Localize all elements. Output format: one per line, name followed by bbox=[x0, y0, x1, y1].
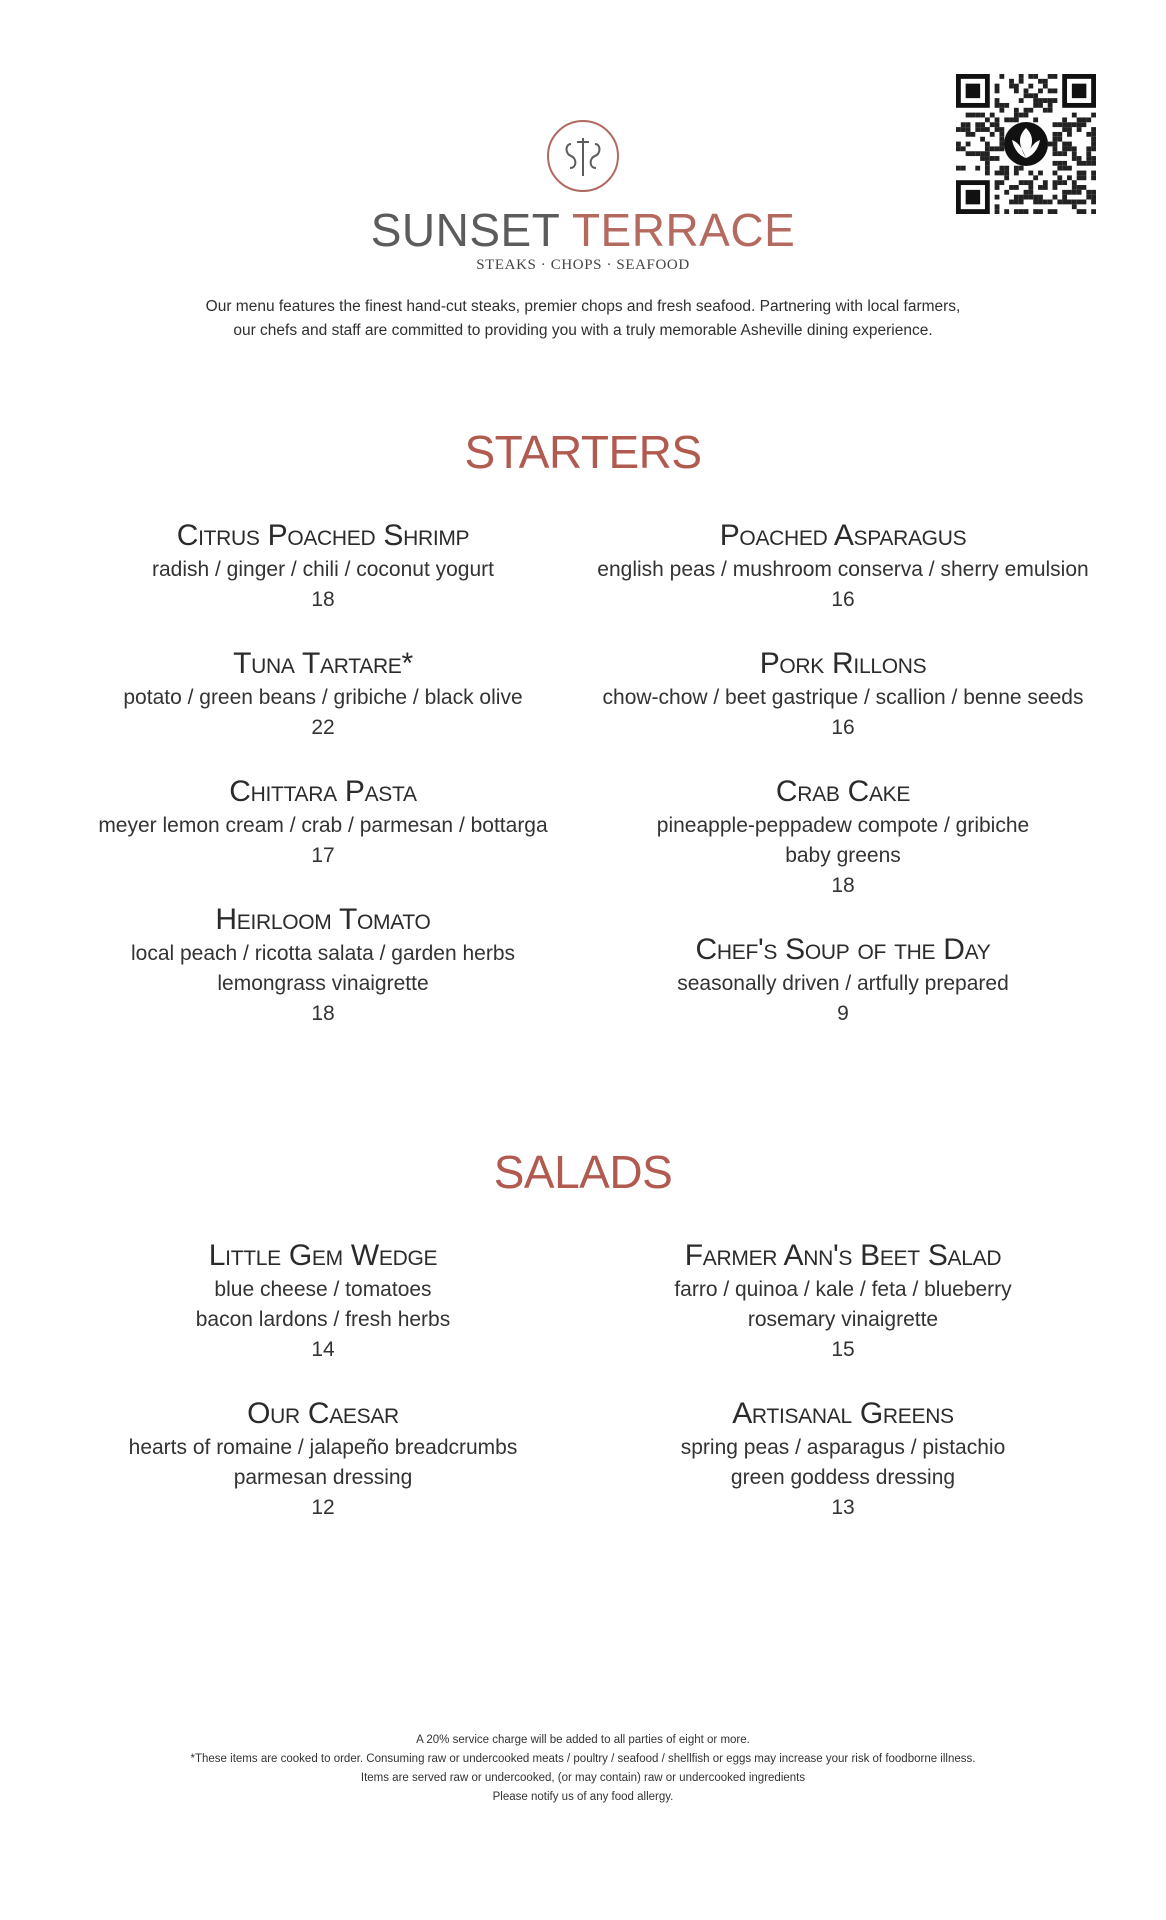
menu-item-name: Little Gem Wedge bbox=[208, 1239, 438, 1272]
section-title-starters: STARTERS bbox=[464, 426, 702, 478]
footer-notes bbox=[0, 1731, 1166, 1807]
brand-word-sunset: SUNSET bbox=[370, 204, 560, 256]
tagline: STEAKS · CHOPS · SEAFOOD bbox=[476, 257, 690, 273]
menu-item bbox=[563, 1395, 1123, 1523]
menu-item-description: pineapple-peppadew compote / gribiche bbox=[656, 814, 1030, 837]
menu-item-price: 9 bbox=[837, 1002, 849, 1025]
menu-item-description: english peas / mushroom conserva / sherry emulsion bbox=[597, 558, 1089, 581]
menu-item bbox=[563, 1237, 1123, 1365]
menu-item bbox=[43, 645, 603, 743]
monogram-icon bbox=[557, 130, 609, 182]
menu-item-name: Citrus Poached Shrimp bbox=[176, 519, 470, 552]
menu-item-price: 16 bbox=[831, 588, 855, 611]
menu-item-name: Farmer Ann's Beet Salad bbox=[684, 1239, 1002, 1272]
section-title-salads: SALADS bbox=[493, 1146, 673, 1198]
footer-line: A 20% service charge will be added to all parties of eight or more. bbox=[416, 1734, 750, 1746]
footer-line: *These items are cooked to order. Consuming raw or undercooked meats / poultry / seafood / shellfish or eggs may increase your risk of foodborne illness. bbox=[190, 1753, 976, 1765]
starters-left-column bbox=[43, 517, 603, 1059]
logo-monogram bbox=[547, 120, 619, 192]
menu-item-name: Artisanal Greens bbox=[732, 1397, 954, 1430]
menu-item-price: 16 bbox=[831, 716, 855, 739]
menu-item-description: lemongrass vinaigrette bbox=[217, 972, 429, 995]
menu-item-price: 18 bbox=[831, 874, 855, 897]
intro-line: our chefs and staff are committed to providing you with a truly memorable Asheville dining experience. bbox=[233, 322, 933, 339]
salads-right-column bbox=[563, 1237, 1123, 1553]
menu-item-name: Our Caesar bbox=[247, 1397, 399, 1430]
menu-item-price: 22 bbox=[311, 716, 335, 739]
brand-name bbox=[0, 202, 1166, 258]
intro-text bbox=[150, 295, 1016, 343]
intro-line: Our menu features the finest hand-cut steaks, premier chops and fresh seafood. Partnering with local farmers, bbox=[205, 298, 961, 315]
footer-line: Items are served raw or undercooked, (or may contain) raw or undercooked ingredients bbox=[360, 1772, 806, 1784]
menu-item-description: meyer lemon cream / crab / parmesan / bottarga bbox=[98, 814, 548, 837]
qr-code[interactable] bbox=[956, 74, 1096, 214]
footer-line: Please notify us of any food allergy. bbox=[492, 1791, 674, 1803]
menu-item bbox=[43, 517, 603, 615]
menu-item bbox=[43, 773, 603, 871]
menu-item bbox=[563, 773, 1123, 901]
menu-item-description: chow-chow / beet gastrique / scallion / benne seeds bbox=[602, 686, 1084, 709]
salads-left-column bbox=[43, 1237, 603, 1553]
brand-word-terrace: TERRACE bbox=[571, 204, 796, 256]
menu-item bbox=[43, 901, 603, 1029]
menu-item-description: farro / quinoa / kale / feta / blueberry bbox=[674, 1278, 1012, 1301]
menu-item-name: Tuna Tartare* bbox=[233, 647, 413, 680]
qr-code-icon bbox=[956, 74, 1096, 214]
menu-item-price: 12 bbox=[311, 1496, 335, 1519]
menu-item-price: 17 bbox=[311, 844, 335, 867]
menu-item-price: 18 bbox=[311, 588, 335, 611]
menu-item-description: potato / green beans / gribiche / black olive bbox=[123, 686, 523, 709]
menu-item bbox=[563, 645, 1123, 743]
menu-item bbox=[43, 1395, 603, 1523]
menu-item-description: hearts of romaine / jalapeño breadcrumbs bbox=[128, 1436, 518, 1459]
menu-item-description: local peach / ricotta salata / garden herbs bbox=[130, 942, 516, 965]
menu-item-description: green goddess dressing bbox=[730, 1466, 956, 1489]
menu-item-price: 13 bbox=[831, 1496, 855, 1519]
menu-item-price: 14 bbox=[311, 1338, 335, 1361]
menu-item-name: Crab Cake bbox=[775, 775, 911, 808]
menu-item-name: Heirloom Tomato bbox=[215, 903, 431, 936]
menu-item-name: Poached Asparagus bbox=[719, 519, 967, 552]
menu-item bbox=[563, 931, 1123, 1029]
menu-item-name: Chef's Soup of the Day bbox=[695, 933, 991, 966]
menu-item-description: seasonally driven / artfully prepared bbox=[677, 972, 1009, 995]
menu-item-price: 18 bbox=[311, 1002, 335, 1025]
menu-item-description: spring peas / asparagus / pistachio bbox=[680, 1436, 1006, 1459]
menu-item-name: Chittara Pasta bbox=[229, 775, 417, 808]
menu-item bbox=[563, 517, 1123, 615]
starters-right-column bbox=[563, 517, 1123, 1059]
menu-item-description: radish / ginger / chili / coconut yogurt bbox=[151, 558, 494, 581]
menu-item-description: parmesan dressing bbox=[233, 1466, 413, 1489]
menu-item-description: blue cheese / tomatoes bbox=[214, 1278, 432, 1301]
menu-item-description: rosemary vinaigrette bbox=[747, 1308, 939, 1331]
menu-item bbox=[43, 1237, 603, 1365]
menu-item-description: bacon lardons / fresh herbs bbox=[195, 1308, 451, 1331]
menu-item-price: 15 bbox=[831, 1338, 855, 1361]
menu-item-name: Pork Rillons bbox=[759, 647, 927, 680]
menu-item-description: baby greens bbox=[785, 844, 901, 867]
